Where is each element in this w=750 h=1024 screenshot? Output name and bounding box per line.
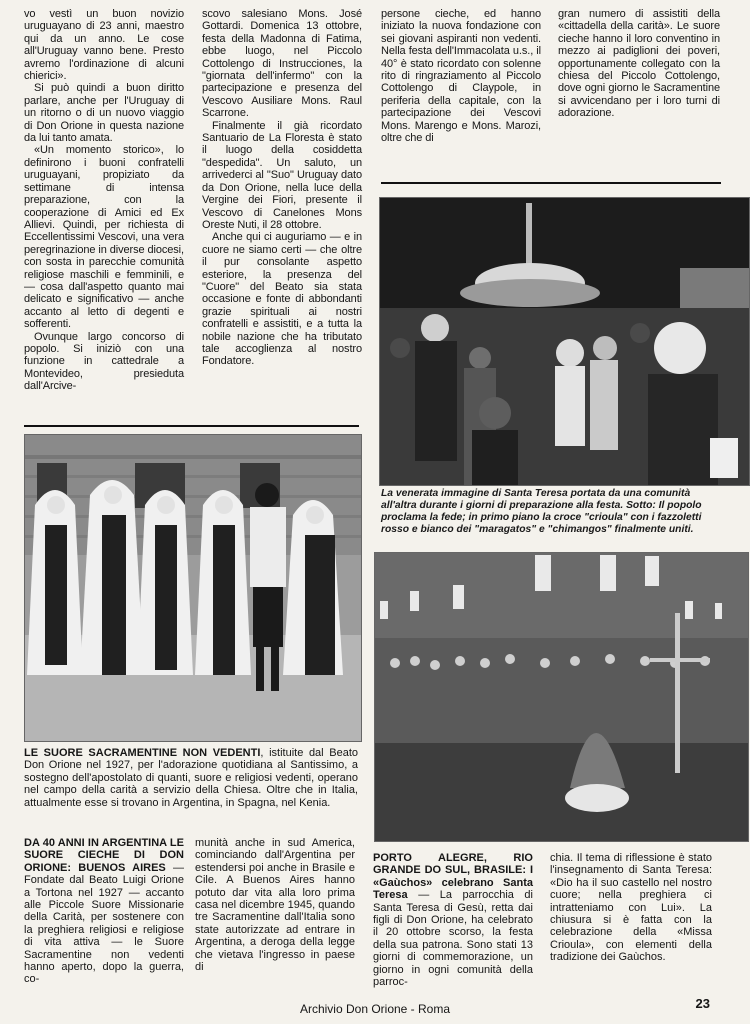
page-number: 23 [695, 996, 710, 1011]
paragraph: «Un momento storico», lo definirono i buoni confratelli uruguayani, propiziato da settimane di intensa preparazione, con la cooperazione di Amici ed Ex Allievi. Quindi, per richiesta di Eccellentissimi Vescovi, una vera peregrinazione in diverse diocesi, con sosta in parecchie comunità religiose maschili e femminili, e — cosa dall'aspetto quanto mai delicato e significativo — anche accanto al letto di degenti e sofferenti. [24, 144, 184, 331]
buenos-aires-continued: munità anche in sud America, cominciando dall'Argentina per estendersi poi anche in Brasile e Cile. A Buenos Aires hanno potuto dar vita alla loro prima casa nel dicembre 1945, quando tre Sacramentine dall'Italia sono state autorizzate ad entrare in Argentina, a deroga della legge che vietava l'ingresso in paese di [195, 837, 355, 974]
article-column-2 [202, 8, 362, 368]
porto-alegre-column [373, 852, 533, 988]
divider [381, 182, 721, 184]
article-column-4 [558, 8, 720, 120]
procession-caption: La venerata immagine di Santa Teresa portata da una comunità all'altra durante i giorni di preparazione alla festa. Sotto: Il popolo proclama la fede; in primo piano la croce "crioula" con i fazzoletti rosso e bianco dei "maragatos" e "chimangos" finalmente uniti. [381, 488, 702, 535]
nuns-photo [24, 434, 362, 742]
paragraph: Ovunque largo concorso di popolo. Si iniziò con una funzione in cattedrale a Montevideo, presieduta dall'Arcive- [24, 330, 184, 393]
archive-footer: Archivio Don Orione - Roma [299, 1002, 451, 1016]
nuns-caption [24, 747, 358, 809]
nuns-caption-text: , istituite dal Beato Don Orione nel 1927, per l'adorazione quotidiana al Santissimo, a sostegno dell'apostolato di quanti, suore e religiosi vedenti, operano nel campo della carità a servizio della Chiesa. Oltre che in Italia, attualmente esse si trovano in Argentina, in Spagna, nel Kenia. [24, 747, 358, 809]
paragraph: gran numero di assistiti della «cittadella della carità». Le suore cieche hanno il loro conventino in mezzo ai padiglioni dei poveri, opportunamente collegato con la chiesa del Piccolo Cottolengo, dove ogni giorno le Sacramentine si avvicendano per i loro turni di adorazione. [558, 8, 720, 120]
buenos-aires-column [24, 837, 184, 986]
divider [24, 425, 359, 427]
paragraph: persone cieche, ed hanno iniziato la nuova fondazione con sei giovani aspiranti non vedenti. Nella festa dell'Immacolata u.s., il 40° è stato ricordato con solenne rito di ringraziamento al Piccolo Cottolengo di Claypole, in periferia della capitale, con la partecipazione dei Vescovi Mons. Marengo e Mons. Marozi, oltre che di [381, 8, 541, 145]
crowd-illustration [375, 553, 748, 841]
nuns-caption-heading: LE SUORE SACRAMENTINE NON VEDENTI [24, 747, 261, 759]
article-column-1 [24, 8, 184, 393]
porto-alegre-heading: PORTO ALEGRE, RIO GRANDE DO SUL, BRASILE: I «Gaùchos» celebrano Santa Teresa [373, 852, 533, 902]
nuns-illustration [25, 435, 361, 741]
paragraph: Finalmente il già ricordato Santuario de La Floresta è stato il luogo della cosiddetta "despedida". Un saluto, un arrivederci al "Suo" Uruguay dato da Don Orione, nella luce della Vergine dei Fiori, presente il Vescovo di Canelones Mons Oreste Nuti, il 28 ottobre. [202, 119, 362, 231]
buenos-aires-text: — Fondate dal Beato Luigi Orione a Tortona nel 1927 — accanto alle Piccole Suore Missionarie della Carità, per sostenere con la preghiera religiosi e religiose di vita attiva — le Suore Sacramentine non vedenti hanno aperto, dopo la guerra, co- [24, 861, 184, 986]
procession-photo [379, 197, 750, 486]
crowd-photo [374, 552, 749, 842]
buenos-aires-heading: DA 40 ANNI IN ARGENTINA LE SUORE CIECHE DI DON ORIONE: BUENOS AIRES [24, 837, 184, 874]
porto-alegre-continued: chia. Il tema di riflessione è stato l'insegnamento di Santa Teresa: «Dio ha il suo castello nel nostro cuore; nella preghiera ci intratteniamo con Lui». La chiusura si è fatta con la celebrazione della «Missa Crioula», con elementi della tradizione dei Gaùchos. [550, 852, 712, 964]
paragraph: Si può quindi a buon diritto parlare, anche per l'Uruguay di un ritorno o di un nuovo viaggio di Don Orione in questa nazione da lui tanto amata. [24, 82, 184, 145]
paragraph: scovo salesiano Mons. José Gottardi. Domenica 13 ottobre, festa della Madonna di Fatima, ebbe luogo, nel Piccolo Cottolengo di Instrucciones, la "giornata dell'infermo" con la partecipazione e presenza del Vescovo Ausiliare Mons. Raul Scarrone. [202, 8, 362, 120]
paragraph: vo vestì un buon novizio uruguayano di 23 anni, maestro qui da un anno. Le cose all'Uruguay vanno bene. Presto avremo l'ordinazione di alcuni chierici». [24, 8, 184, 83]
paragraph: Anche qui ci auguriamo — e in cuore ne siamo certi — che oltre il pur consolante aspetto esteriore, la presenza del "Cuore" del Beato sia stata occasione e fonte di abbondanti grazie spirituali ai nostri confratelli e assistiti, e a tutta la nobile nazione che ha tributato tale accoglienza al nostro Fondatore. [202, 231, 362, 368]
procession-illustration [380, 198, 749, 485]
porto-alegre-text: — La parrocchia di Santa Teresa di Gesù, retta dai figli di Don Orione, ha celebrato il 20 ottobre scorso, la festa della sua patrona. Sono stati 13 giorni di commemorazione, un giorno in ogni comunità della parroc- [373, 889, 533, 989]
article-column-3 [381, 8, 541, 144]
